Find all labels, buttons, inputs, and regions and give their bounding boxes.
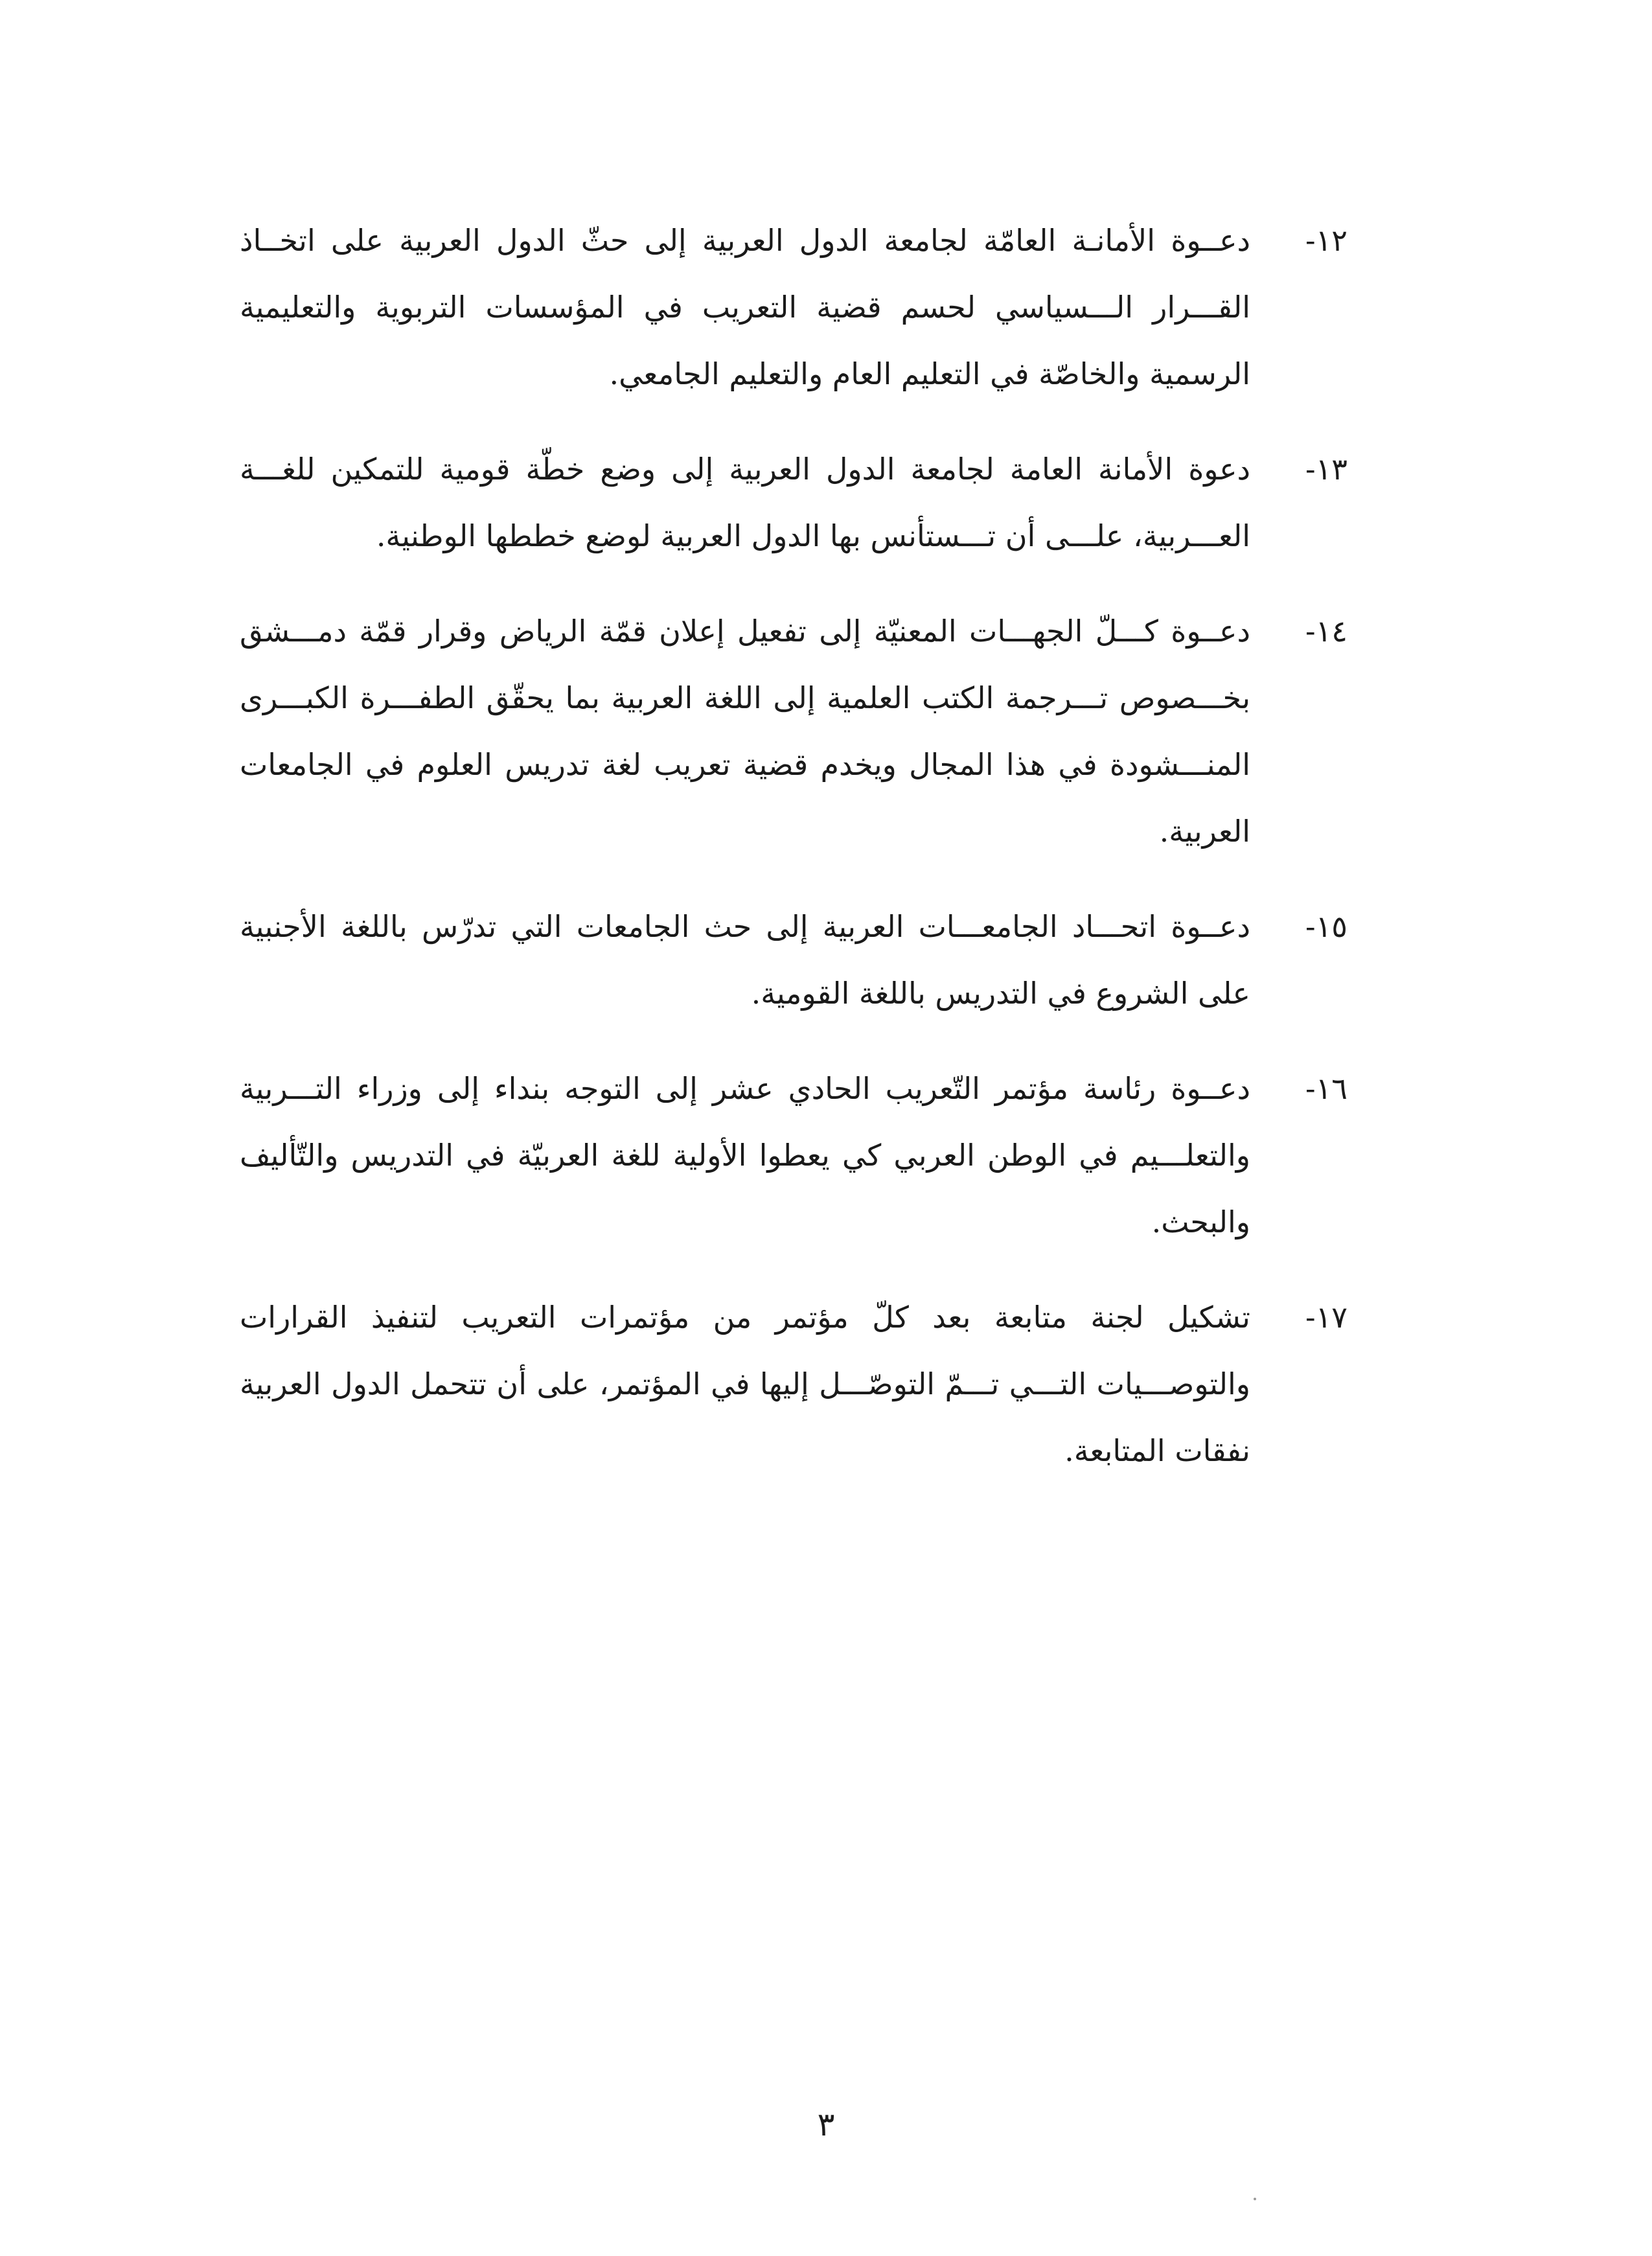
- item-text: دعــوة اتحـــاد الجامعـــات العربية إلى حث الجامعات التي تدرّس باللغة الأجنبية على الشروع في التدريس باللغة القومية.: [240, 909, 1250, 1011]
- item-number: ١٤-: [1305, 614, 1348, 649]
- item-number: ١٣-: [1305, 452, 1348, 487]
- page-number: ٣: [817, 2106, 835, 2143]
- item-text: تشكيل لجنة متابعة بعد كلّ مؤتمر من مؤتمرات التعريب لتنفيذ القرارات والتوصـــيات التـــي تـــمّ التوصّـــل إليها في المؤتمر، على أن تتحمل الدول العربية نفقات المتابعة.: [240, 1300, 1250, 1468]
- item-number: ١٥-: [1305, 909, 1348, 944]
- list-item: [240, 1284, 1348, 1484]
- list-item: [240, 598, 1348, 865]
- list-item: [240, 436, 1348, 570]
- list-item: [240, 207, 1348, 408]
- item-text: دعــوة الأمانـة العامّة لجامعة الدول العربية إلى حثّ الدول العربية على اتخــاذ القـــرار الـــسياسي لحسم قضية التعريب في المؤسسات التربوية والتعليمية الرسمية والخاصّة في التعليم العام والتعليم الجامعي.: [240, 223, 1250, 391]
- list-item: [240, 1055, 1348, 1256]
- item-text: دعــوة كـــلّ الجهـــات المعنيّة إلى تفعيل إعلان قمّة الرياض وقرار قمّة دمـــشق بخـــصوص تـــرجمة الكتب العلمية إلى اللغة العربية بما يحقّق الطفـــرة الكبـــرى المنـــشودة في هذا المجال ويخدم قضية تعريب لغة تدريس العلوم في الجامعات العربية.: [240, 614, 1250, 849]
- resolutions-list: [240, 207, 1348, 1513]
- item-text: دعــوة رئاسة مؤتمر التّعريب الحادي عشر إلى التوجه بنداء إلى وزراء التـــربية والتعلـــيم في الوطن العربي كي يعطوا الأولية للغة العربيّة في التدريس والتّأليف والبحث.: [240, 1071, 1251, 1239]
- item-number: ١٢-: [1305, 223, 1348, 258]
- item-number: ١٧-: [1305, 1300, 1348, 1335]
- scan-speck: [1254, 2198, 1256, 2200]
- list-item: [240, 893, 1348, 1027]
- item-number: ١٦-: [1305, 1071, 1348, 1106]
- item-text: دعوة الأمانة العامة لجامعة الدول العربية إلى وضع خطّة قومية للتمكين للغـــة العـــربية، علـــى أن تـــستأنس بها الدول العربية لوضع خططها الوطنية.: [240, 452, 1250, 553]
